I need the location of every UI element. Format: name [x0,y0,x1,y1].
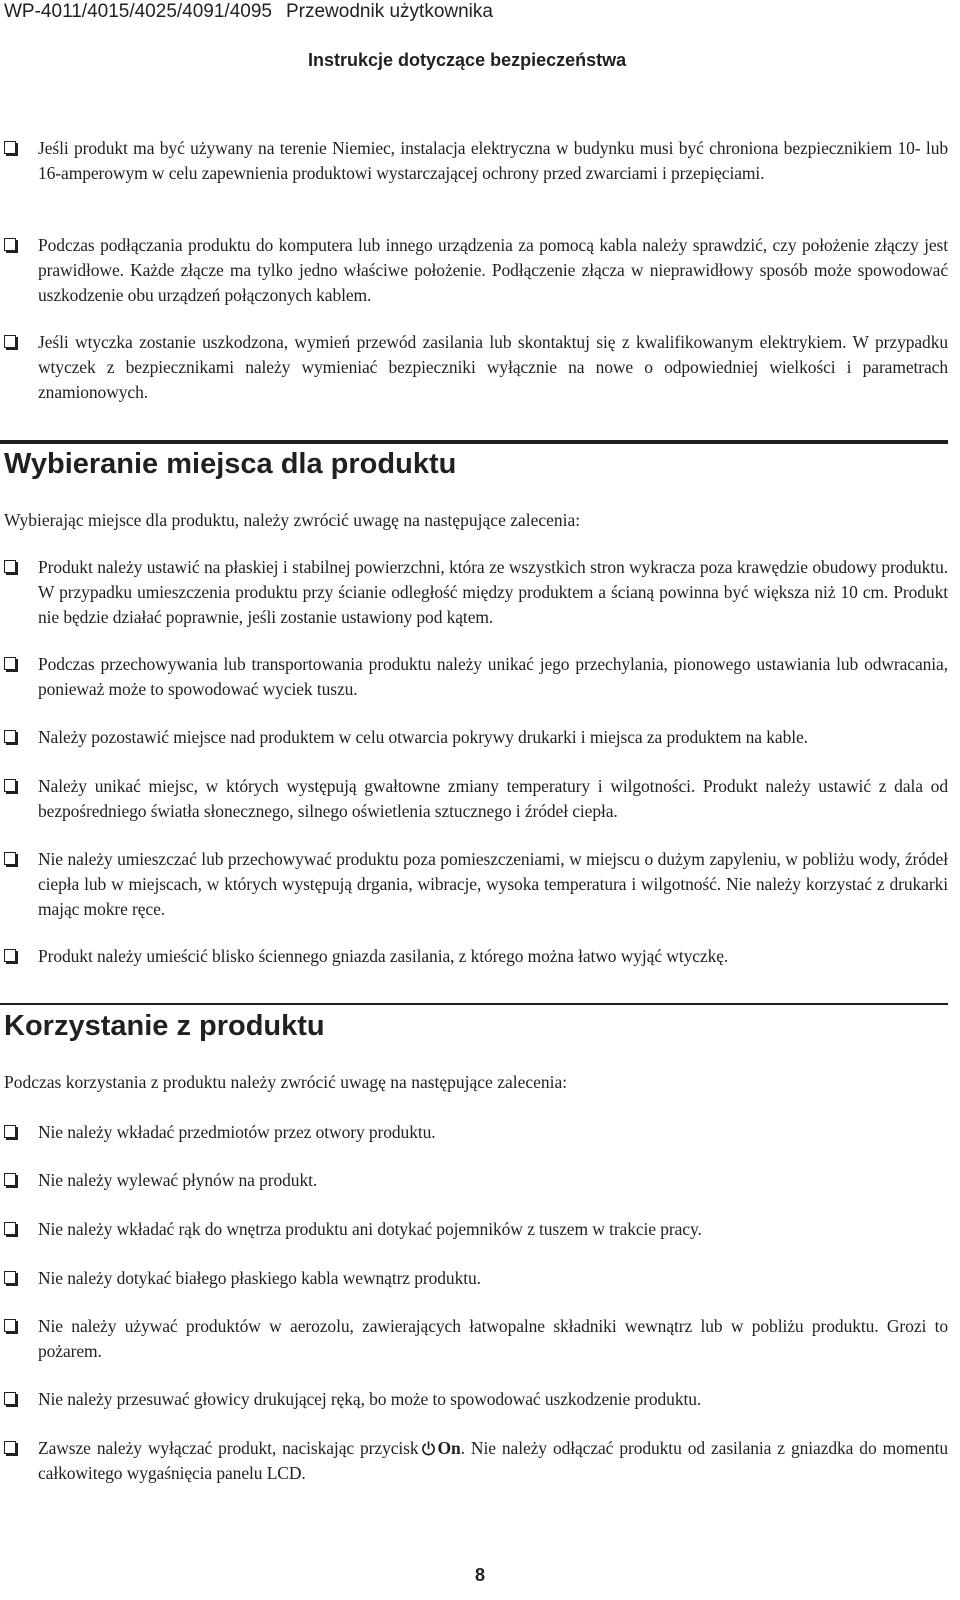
list-item-text: Nie należy wylewać płynów na produkt. [38,1170,318,1190]
model-numbers: WP-4011/4015/4025/4091/4095 [4,1,272,22]
checkbox-bullet-icon [4,1125,16,1138]
list-item-text: Jeśli wtyczka zostanie uszkodzona, wymień przewód zasilania lub skontaktuj się z kwalifikowanym elektrykiem. W przypadku wtyczek z bezpiecznikami należy wymieniać bezpieczniki wyłącznie na nowe o odpowiedniej wielkości i parametrach znamionowych. [38,332,948,402]
checkbox-bullet-icon [4,730,16,743]
section-rule [0,1003,948,1005]
placement-heading: Wybieranie miejsca dla produktu [4,448,457,480]
running-header [4,0,493,24]
power-instruction-after: . Nie należy odłączać produktu od zasilania z gniazdka do momentu całkowitego wygaśnięcia panelu LCD. [38,1438,949,1483]
checkbox-bullet-icon [4,1319,16,1332]
checkbox-bullet-icon [4,141,16,154]
checkbox-bullet-icon [4,657,16,670]
checkbox-bullet-icon [4,949,16,962]
section-rule [0,440,948,444]
list-item-text: Nie należy wkładać rąk do wnętrza produktu ani dotykać pojemników z tuszem w trakcie pracy. [38,1219,702,1239]
list-item-text: Podczas podłączania produktu do komputera lub innego urządzenia za pomocą kabla należy sprawdzić, czy położenie złączy jest prawidłowe. Każde złącze ma tylko jedno właściwe położenie. Podłączenie złącza w nieprawidłowy sposób może spowodować uszkodzenie obu urządzeń połączonych kablem. [38,235,948,305]
list-item-text: Jeśli produkt ma być używany na terenie Niemiec, instalacja elektryczna w budynku musi być chroniona bezpiecznikiem 10- lub 16-amperowym w celu zapewnienia produktowi wystarczającej ochrony przed zwarciami i przepięciami. [38,138,948,183]
power-instruction-before: Zawsze należy wyłączać produkt, naciskając przycisk [38,1438,419,1458]
page-number: 8 [474,1565,485,1585]
list-item-text: Nie należy używać produktów w aerozolu, zawierających łatwopalne składniki wewnątrz lub w pobliżu produktu. Grozi to pożarem. [38,1316,948,1361]
list-item-text: Produkt należy ustawić na płaskiej i stabilnej powierzchni, która ze wszystkich stron wykracza poza krawędzie obudowy produktu. W przypadku umieszczenia produktu przy ścianie odległość między produktem a ścianą powinna być większa niż 10 cm. Produkt nie będzie działać poprawnie, jeśli zostanie ustawiony pod kątem. [38,557,948,627]
guide-title: Przewodnik użytkownika [285,1,493,22]
checkbox-bullet-icon [4,1392,16,1405]
placement-intro: Wybierając miejsce dla produktu, należy zwrócić uwagę na następujące zalecenia: [4,510,581,530]
list-item-text: Nie należy umieszczać lub przechowywać produktu poza pomieszczeniami, w miejscu o dużym zapyleniu, w pobliżu wody, źródeł ciepła lub w miejscach, w których występują drgania, wibracje, wysoka temperatura i wilgotność. Nie należy korzystać z drukarki mając mokre ręce. [38,849,948,919]
checkbox-bullet-icon [4,1441,16,1454]
checkbox-bullet-icon [4,560,16,573]
checkbox-bullet-icon [4,1173,16,1186]
checkbox-bullet-icon [4,238,16,251]
usage-intro: Podczas korzystania z produktu należy zwrócić uwagę na następujące zalecenia: [4,1072,568,1092]
power-icon [421,1441,436,1456]
section-header: Instrukcje dotyczące bezpieczeństwa [308,50,627,70]
checkbox-bullet-icon [4,335,16,348]
list-item-text: Należy unikać miejsc, w których występują gwałtowne zmiany temperatury i wilgotności. Produkt należy ustawić z dala od bezpośredniego światła słonecznego, silnego oświetlenia sztucznego i źródeł ciepła. [38,776,948,821]
checkbox-bullet-icon [4,779,16,792]
list-item-text: Nie należy wkładać przedmiotów przez otwory produktu. [38,1122,436,1142]
usage-heading: Korzystanie z produktu [4,1010,325,1042]
list-item-text: Nie należy przesuwać głowicy drukującej ręką, bo może to spowodować uszkodzenie produktu. [38,1389,702,1409]
list-item-text: Należy pozostawić miejsce nad produktem w celu otwarcia pokrywy drukarki i miejsca za produktem na kable. [38,727,808,747]
checkbox-bullet-icon [4,852,16,865]
list-item-text: Podczas przechowywania lub transportowania produktu należy unikać jego przechylania, pionowego ustawiania lub odwracania, ponieważ może to spowodować wyciek tuszu. [38,654,948,699]
list-item-text: Nie należy dotykać białego płaskiego kabla wewnątrz produktu. [38,1268,481,1288]
checkbox-bullet-icon [4,1222,16,1235]
checkbox-bullet-icon [4,1271,16,1284]
list-item-text [38,1436,948,1486]
on-button-label: On [437,1438,461,1458]
list-item-text: Produkt należy umieścić blisko ściennego gniazda zasilania, z którego można łatwo wyjąć wtyczkę. [38,946,729,966]
